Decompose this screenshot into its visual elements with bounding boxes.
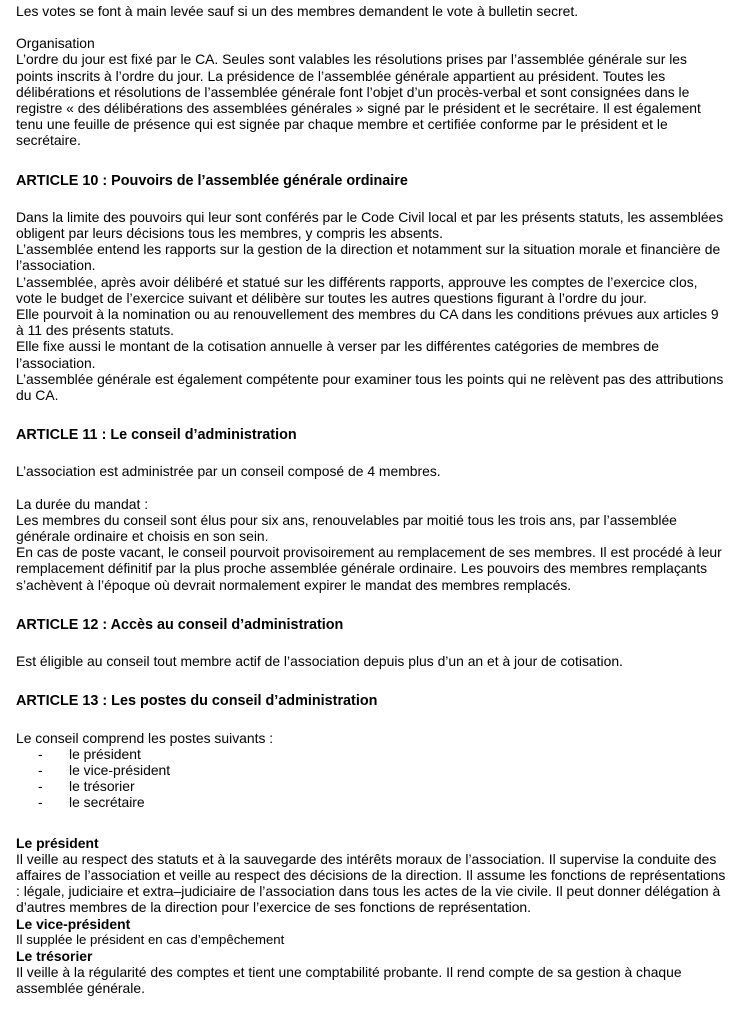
article-10-paragraph: Elle fixe aussi le montant de la cotisation annuelle à verser par les différentes catégories de membres de l’association. xyxy=(16,338,659,371)
vice-president-text: Il supplée le président en cas d’empêchement xyxy=(16,931,285,947)
organisation-heading: Organisation xyxy=(16,35,95,52)
mandat-text: Les membres du conseil sont élus pour six ans, renouvelables par moitié tous les trois ans, par l’assemblée générale ordinaire et choisis en son sein. xyxy=(16,511,677,545)
vote-line: Les votes se font à main levée sauf si un des membres demandent le vote à bulletin secret. xyxy=(16,3,579,19)
list-item: - le président xyxy=(38,746,727,762)
vacance-text: En cas de poste vacant, le conseil pourvoit provisoirement au remplacement de ses membres. Il est procédé à leur remplacement définitif par la plus proche assemblée générale ordinaire. Les pouvoirs des membres remplaçants s’achèvent à l’époque où devrait normalement expirer le mandat des membres remplacés. xyxy=(16,544,722,593)
vice-president-heading: Le vice-président xyxy=(16,915,131,932)
tresorier-text: Il veille à la régularité des comptes et tient une comptabilité probante. Il rend compte de sa gestion à chaque assemblée générale. xyxy=(16,964,682,997)
article-10-paragraph: Dans la limite des pouvoirs qui leur sont conférés par le Code Civil local et par les présents statuts, les assemblées obligent par leurs décisions tous les membres, y compris les absents. xyxy=(16,208,724,242)
article-13-title: ARTICLE 13 : Les postes du conseil d’administration xyxy=(16,693,378,710)
article-10-paragraph: L’assemblée entend les rapports sur la gestion de la direction et notamment sur la situation morale et financière de l’association. xyxy=(16,241,721,274)
article-11-title: ARTICLE 11 : Le conseil d’administration xyxy=(16,427,297,444)
list-item: - le vice-président xyxy=(38,762,727,778)
article-10-number: ARTICLE 10 xyxy=(16,172,99,189)
list-item: - le secrétaire xyxy=(38,794,727,810)
president-text: Il veille au respect des statuts et à la sauvegarde des intérêts moraux de l’association. Il supervise la conduite des affaires de l’association et veille au respect des décisions de la direction. Il assume les fonctions de représentations : légale, judiciaire et extra–judiciaire de l’association dans tous les actes de la vie civile. Il peut donner délégation à d’autres membres de la direction pour l’exercice de ses fonctions de représentation. xyxy=(16,850,726,916)
tresorier-heading: Le trésorier xyxy=(16,947,93,964)
article-12-title: ARTICLE 12 : Accès au conseil d’administration xyxy=(16,616,344,633)
article-10-title xyxy=(16,173,727,189)
article-11-composition: L’association est administrée par un conseil composé de 4 membres. xyxy=(16,463,441,480)
article-12-text: Est éligible au conseil tout membre actif de l’association depuis plus d’un an et à jour de cotisation. xyxy=(16,653,623,670)
article-10-paragraph: L’assemblée, après avoir délibéré et statué sur les différents rapports, approuve les comptes de l’exercice clos, vote le budget de l’exercice suivant et délibère sur toutes les autres questions figurant à l’ordre du jour. xyxy=(16,273,698,306)
postes-lead: Le conseil comprend les postes suivants : xyxy=(16,729,274,746)
article-10-heading: : Pouvoirs de l’assemblée générale ordinaire xyxy=(98,172,408,189)
organisation-text: L’ordre du jour est fixé par le CA. Seules sont valables les résolutions prises par l’assemblée générale sur les points inscrits à l’ordre du jour. La présidence de l’assemblée générale appartient au président. Toutes les délibérations et résolutions de l’assemblée générale font l’objet d’un procès-verbal et sont consignées dans le registre « des délibérations des assemblées générales » signé par le président et le secrétaire. Il est également tenu une feuille de présence qui est signée par chaque membre et certifiée conforme par le président et le secrétaire. xyxy=(16,51,701,149)
article-10-paragraph: Elle pourvoit à la nomination ou au renouvellement des membres du CA dans les conditions prévues aux articles 9 à 11 des présents statuts. xyxy=(16,306,719,339)
mandat-heading: La durée du mandat : xyxy=(16,495,149,512)
postes-list xyxy=(16,746,727,811)
president-heading: Le président xyxy=(16,834,99,851)
list-item: - le trésorier xyxy=(38,778,727,794)
article-10-paragraph: L’assemblée générale est également compétente pour examiner tous les points qui ne relèvent pas des attributions du CA. xyxy=(16,370,724,404)
